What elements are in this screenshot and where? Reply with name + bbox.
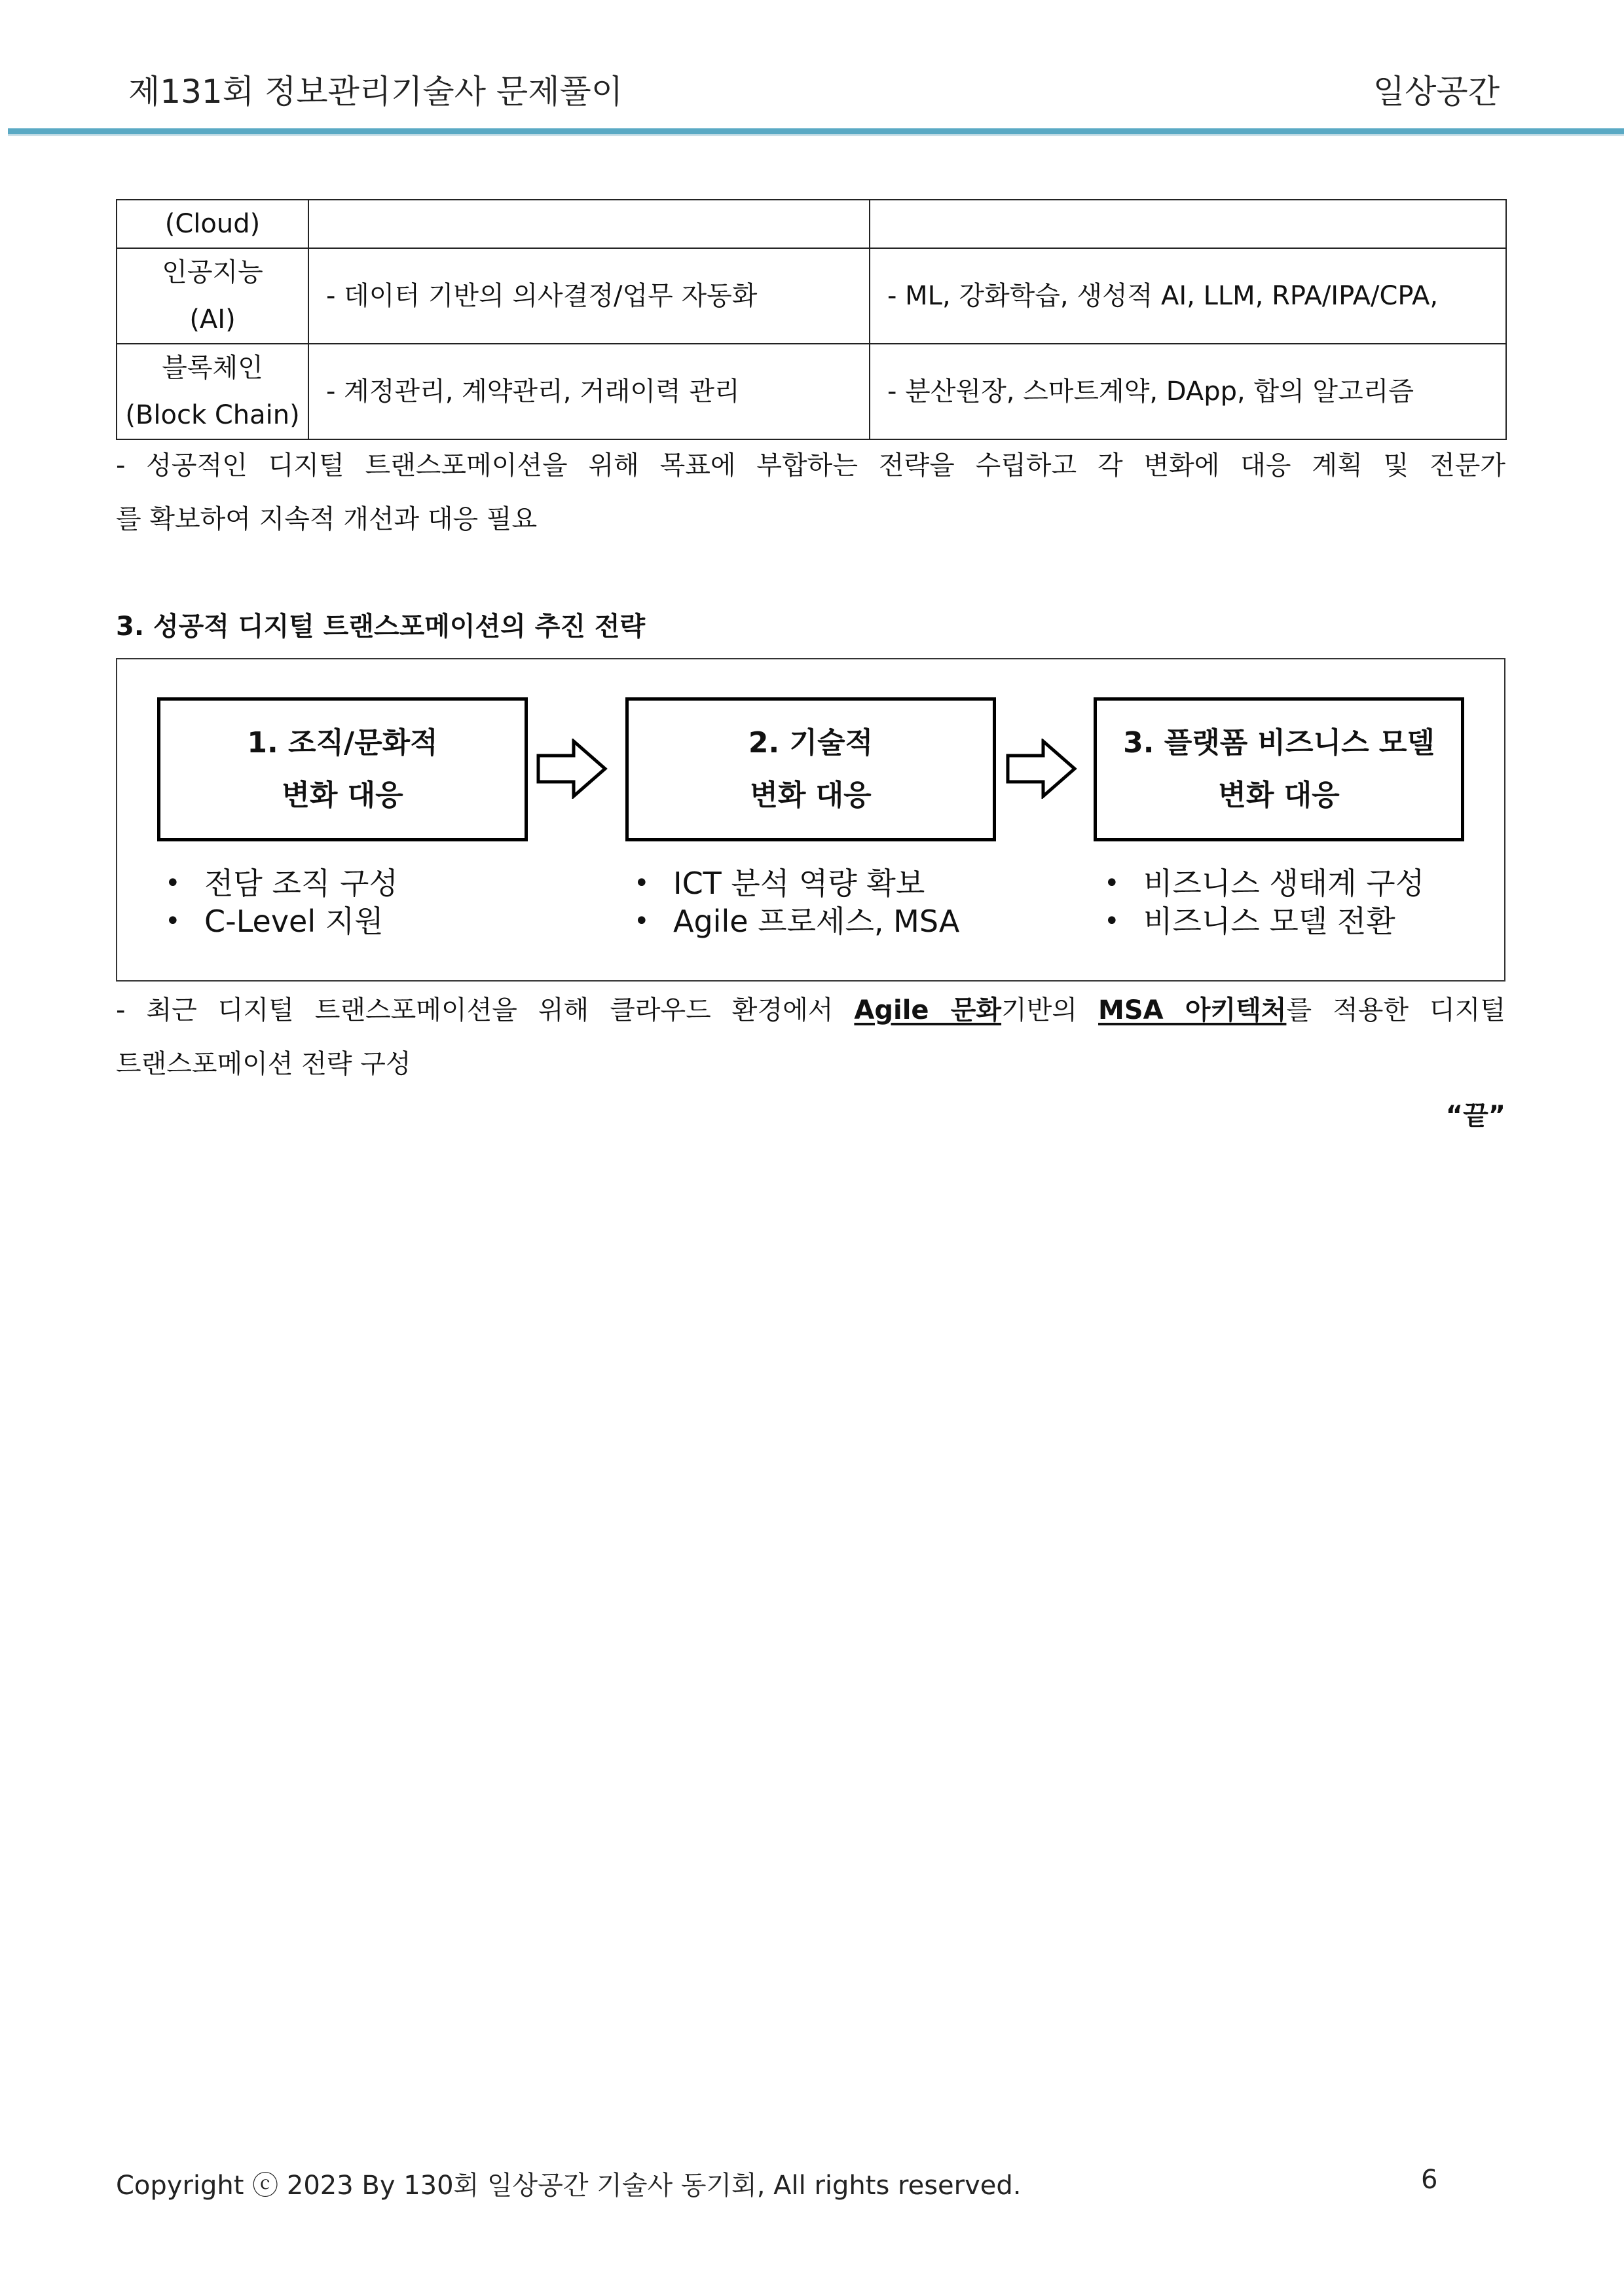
list-item: • 전담 조직 구성 <box>165 864 398 902</box>
summary-paragraph <box>116 439 1505 546</box>
header-divider-shadow <box>8 134 1624 136</box>
tech-name-cell <box>117 344 308 439</box>
stage-box-organization <box>157 697 528 841</box>
tech-examples-cell: - 분산원장, 스마트계약, DApp, 합의 알고리즘 <box>870 344 1506 439</box>
strategy-paragraph <box>116 983 1505 1091</box>
page-header-brand: 일상공간 <box>1373 73 1500 111</box>
stage-title: 1. 조직/문화적 <box>247 726 438 760</box>
paragraph-line <box>116 983 1505 1037</box>
tech-description-cell <box>308 200 870 248</box>
table-row <box>117 200 1506 248</box>
table-row <box>117 344 1506 439</box>
tech-description-cell: - 계정관리, 계약관리, 거래이력 관리 <box>308 344 870 439</box>
emphasis-msa-architecture: MSA 아키텍처 <box>1098 995 1287 1025</box>
header-divider <box>8 128 1624 134</box>
stage-bullet-list <box>165 864 398 940</box>
paragraph-text: 기반의 <box>1001 995 1099 1025</box>
stage-subtitle: 변화 대응 <box>1218 779 1340 812</box>
tech-name: 블록체인 <box>162 353 263 383</box>
stage-subtitle: 변화 대응 <box>282 779 403 812</box>
list-item: • ICT 분석 역량 확보 <box>634 864 959 902</box>
paragraph-text: - 최근 디지털 트랜스포메이션을 위해 클라우드 환경에서 <box>116 995 855 1025</box>
right-arrow-icon <box>536 739 609 799</box>
list-item: • C-Level 지원 <box>165 902 398 940</box>
list-item: • 비즈니스 생태계 구성 <box>1104 864 1424 902</box>
tech-description-cell: - 데이터 기반의 의사결정/업무 자동화 <box>308 248 870 344</box>
page-number: 6 <box>1421 2165 1438 2195</box>
tech-name-sub: (AI) <box>189 304 236 335</box>
stage-title: 3. 플랫폼 비즈니스 모델 <box>1123 726 1435 760</box>
stage-box-technology <box>625 697 996 841</box>
tech-examples-cell: - ML, 강화학습, 생성적 AI, LLM, RPA/IPA/CPA, <box>870 248 1506 344</box>
tech-name-cell <box>117 248 308 344</box>
stage-bullet-list <box>1104 864 1424 940</box>
page-header-title: 제131회 정보관리기술사 문제풀이 <box>128 73 623 111</box>
table-row <box>117 248 1506 344</box>
tech-name-cell <box>117 200 308 248</box>
stage-box-platform <box>1094 697 1464 841</box>
technology-table <box>116 199 1507 440</box>
stage-title: 2. 기술적 <box>748 726 874 760</box>
list-item: • Agile 프로세스, MSA <box>634 902 959 940</box>
stage-bullet-list <box>634 864 959 940</box>
end-mark: “끝” <box>1445 1101 1505 1131</box>
tech-name: 인공지능 <box>162 257 263 287</box>
right-arrow-icon <box>1005 739 1079 799</box>
tech-name-sub: (Block Chain) <box>125 400 300 430</box>
tech-name: (Cloud) <box>164 209 261 239</box>
paragraph-line: 트랜스포메이션 전략 구성 <box>116 1049 411 1079</box>
footer-copyright: Copyright ⓒ 2023 By 130회 일상공간 기술사 동기회, All rights reserved. <box>116 2171 1022 2201</box>
list-item: • 비즈니스 모델 전환 <box>1104 902 1424 940</box>
tech-examples-cell <box>870 200 1506 248</box>
paragraph-line: 를 확보하여 지속적 개선과 대응 필요 <box>116 504 538 534</box>
paragraph-text: 를 적용한 디지털 <box>1286 995 1505 1025</box>
emphasis-agile-culture: Agile 문화 <box>854 995 1002 1025</box>
section-title: 3. 성공적 디지털 트랜스포메이션의 추진 전략 <box>116 612 646 642</box>
stage-subtitle: 변화 대응 <box>750 779 872 812</box>
paragraph-line: - 성공적인 디지털 트랜스포메이션을 위해 목표에 부합하는 전략을 수립하고 각 변화에 대응 계획 및 전문가 <box>116 450 1505 481</box>
